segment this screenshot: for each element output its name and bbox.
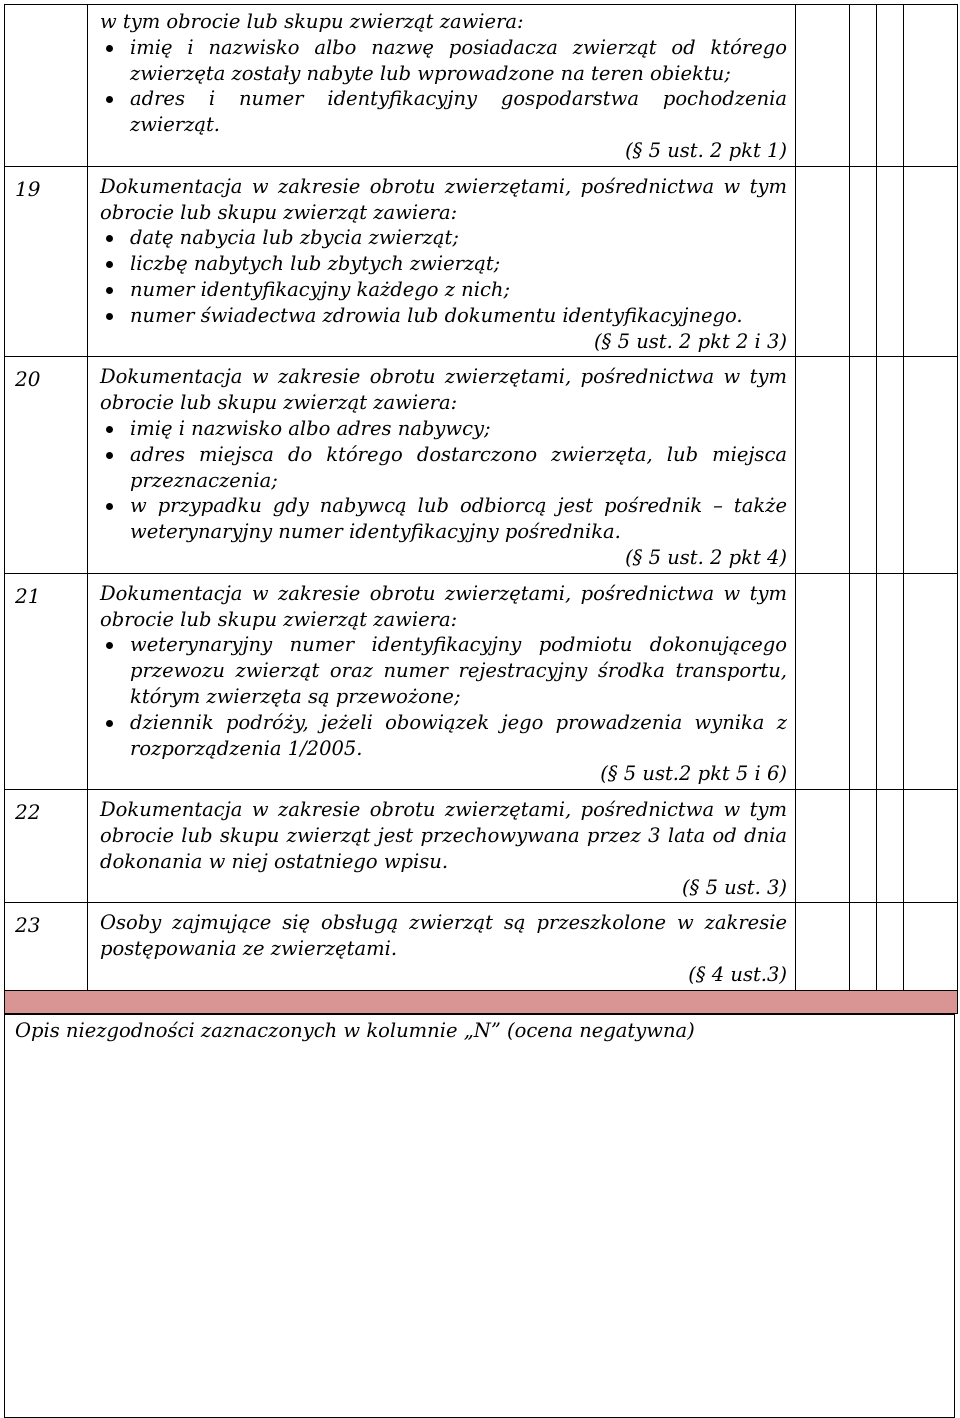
bullet-icon <box>106 720 113 727</box>
requirement-cell <box>88 903 796 990</box>
row-number-cell <box>5 573 88 789</box>
requirement-text: Dokumentacja w zakresie obrotu zwierzętami, pośrednictwa w tym obrocie lub skupu zwierząt jest przechowywana przez 3 lata od dnia dokonania w niej ostatniego wpisu. <box>100 798 787 873</box>
section-separator-row <box>5 990 958 1013</box>
requirement-list-item-text: imię i nazwisko albo nazwę posiadacza zwierząt od którego zwierzęta zostały nabyte lub wprowadzone na teren obiektu; <box>130 35 787 85</box>
checkbox-cell-n[interactable] <box>850 357 877 573</box>
checkbox-cell-notes[interactable] <box>904 166 958 357</box>
row-number-cell <box>5 166 88 357</box>
requirement-list <box>100 225 787 328</box>
checkbox-cell-notes[interactable] <box>904 903 958 990</box>
checkbox-cell-t[interactable] <box>796 903 850 990</box>
legal-reference: (§ 5 ust. 2 pkt 4) <box>625 545 787 569</box>
checkbox-cell-nd[interactable] <box>877 5 904 167</box>
requirement-text: Dokumentacja w zakresie obrotu zwierzętami, pośrednictwa w tym obrocie lub skupu zwierząt zawiera: <box>100 365 787 415</box>
row-number: 21 <box>15 583 41 608</box>
checkbox-cell-notes[interactable] <box>904 357 958 573</box>
row-number-cell <box>5 5 88 167</box>
checkbox-cell-nd[interactable] <box>877 166 904 357</box>
requirement-list-item-text: dziennik podróży, jeżeli obowiązek jego prowadzenia wynika z rozporządzenia 1/2005. <box>130 710 787 760</box>
requirement-text: Osoby zajmujące się obsługą zwierząt są przeszkolone w zakresie postępowania ze zwierzętami. <box>100 911 787 961</box>
row-number: 23 <box>15 913 41 938</box>
requirement-list-item-text: weterynaryjny numer identyfikacyjny podmiotu dokonującego przewozu zwierząt oraz numer rejestracyjny środka transportu, którym zwierzęta są przewożone; <box>130 633 787 708</box>
checkbox-cell-t[interactable] <box>796 357 850 573</box>
legal-reference: (§ 5 ust. 3) <box>682 875 787 899</box>
checklist-page <box>4 4 956 1418</box>
checkbox-cell-nd[interactable] <box>877 573 904 789</box>
requirement-cell <box>88 790 796 903</box>
legal-reference: (§ 4 ust.3) <box>688 962 787 986</box>
legal-reference: (§ 5 ust.2 pkt 5 i 6) <box>600 762 787 786</box>
bullet-icon <box>106 452 113 459</box>
requirement-list-item <box>100 225 787 251</box>
bullet-icon <box>106 313 113 320</box>
requirement-list-item <box>100 632 787 709</box>
requirement-list-item <box>100 277 787 303</box>
requirement-list-item <box>100 416 787 442</box>
requirement-text: w tym obrocie lub skupu zwierząt zawiera: <box>100 10 524 33</box>
row-number-cell <box>5 903 88 990</box>
checkbox-cell-t[interactable] <box>796 573 850 789</box>
checkbox-cell-t[interactable] <box>796 790 850 903</box>
legal-reference: (§ 5 ust. 2 pkt 2 i 3) <box>594 329 787 353</box>
requirement-list-item <box>100 442 787 494</box>
requirement-cell <box>88 357 796 573</box>
checklist-row <box>5 790 958 903</box>
row-number <box>5 5 87 14</box>
requirement-list-item <box>100 86 787 138</box>
requirement-list-item-text: liczbę nabytych lub zbytych zwierząt; <box>130 252 501 276</box>
checkbox-cell-nd[interactable] <box>877 903 904 990</box>
checklist-row <box>5 357 958 573</box>
requirement-cell <box>88 573 796 789</box>
checkbox-cell-n[interactable] <box>850 790 877 903</box>
requirement-list-item <box>100 35 787 87</box>
bullet-icon <box>106 235 113 242</box>
requirement-cell <box>88 166 796 357</box>
requirement-list-item <box>100 303 787 329</box>
requirement-list <box>100 35 787 138</box>
noncompliance-description-box[interactable] <box>4 1014 955 1418</box>
requirement-list-item <box>100 493 787 545</box>
checklist-table <box>4 4 958 1014</box>
checkbox-cell-notes[interactable] <box>904 573 958 789</box>
checkbox-cell-n[interactable] <box>850 573 877 789</box>
checkbox-cell-notes[interactable] <box>904 790 958 903</box>
bullet-icon <box>106 642 113 649</box>
requirement-list-item <box>100 251 787 277</box>
checklist-row <box>5 573 958 789</box>
checkbox-cell-n[interactable] <box>850 166 877 357</box>
row-number: 19 <box>15 176 41 201</box>
section-separator <box>5 990 958 1013</box>
row-number-cell <box>5 357 88 573</box>
bullet-icon <box>106 503 113 510</box>
checkbox-cell-t[interactable] <box>796 5 850 167</box>
noncompliance-description-label: Opis niezgodności zaznaczonych w kolumnie „N” (ocena negatywna) <box>15 1018 695 1042</box>
checklist-row <box>5 5 958 167</box>
checklist-row <box>5 903 958 990</box>
requirement-list-item-text: imię i nazwisko albo adres nabywcy; <box>130 416 491 440</box>
requirement-list-item <box>100 710 787 762</box>
requirement-list-item-text: numer identyfikacyjny każdego z nich; <box>130 277 511 301</box>
row-number: 20 <box>15 367 41 392</box>
bullet-icon <box>106 261 113 268</box>
requirement-text: Dokumentacja w zakresie obrotu zwierzętami, pośrednictwa w tym obrocie lub skupu zwierząt zawiera: <box>100 581 787 631</box>
bullet-icon <box>106 426 113 433</box>
requirement-text: Dokumentacja w zakresie obrotu zwierzętami, pośrednictwa w tym obrocie lub skupu zwierząt zawiera: <box>100 174 787 224</box>
requirement-list-item-text: adres i numer identyfikacyjny gospodarstwa pochodzenia zwierząt. <box>130 87 787 137</box>
checkbox-cell-notes[interactable] <box>904 5 958 167</box>
checkbox-cell-n[interactable] <box>850 5 877 167</box>
row-number: 22 <box>15 800 41 825</box>
checkbox-cell-n[interactable] <box>850 903 877 990</box>
checkbox-cell-t[interactable] <box>796 166 850 357</box>
checklist-row <box>5 166 958 357</box>
requirement-list-item-text: adres miejsca do którego dostarczono zwierzęta, lub miejsca przeznaczenia; <box>130 442 787 492</box>
requirement-list-item-text: w przypadku gdy nabywcą lub odbiorcą jest pośrednik – także weterynaryjny numer identyfikacyjny pośrednika. <box>130 494 787 544</box>
row-number-cell <box>5 790 88 903</box>
requirement-cell <box>88 5 796 167</box>
requirement-list <box>100 632 787 761</box>
checkbox-cell-nd[interactable] <box>877 790 904 903</box>
bullet-icon <box>106 287 113 294</box>
requirement-list-item-text: numer świadectwa zdrowia lub dokumentu identyfikacyjnego. <box>130 303 743 327</box>
bullet-icon <box>106 96 113 103</box>
requirement-list <box>100 416 787 545</box>
legal-reference: (§ 5 ust. 2 pkt 1) <box>625 138 787 162</box>
requirement-list-item-text: datę nabycia lub zbycia zwierząt; <box>130 226 459 250</box>
checkbox-cell-nd[interactable] <box>877 357 904 573</box>
bullet-icon <box>106 45 113 52</box>
